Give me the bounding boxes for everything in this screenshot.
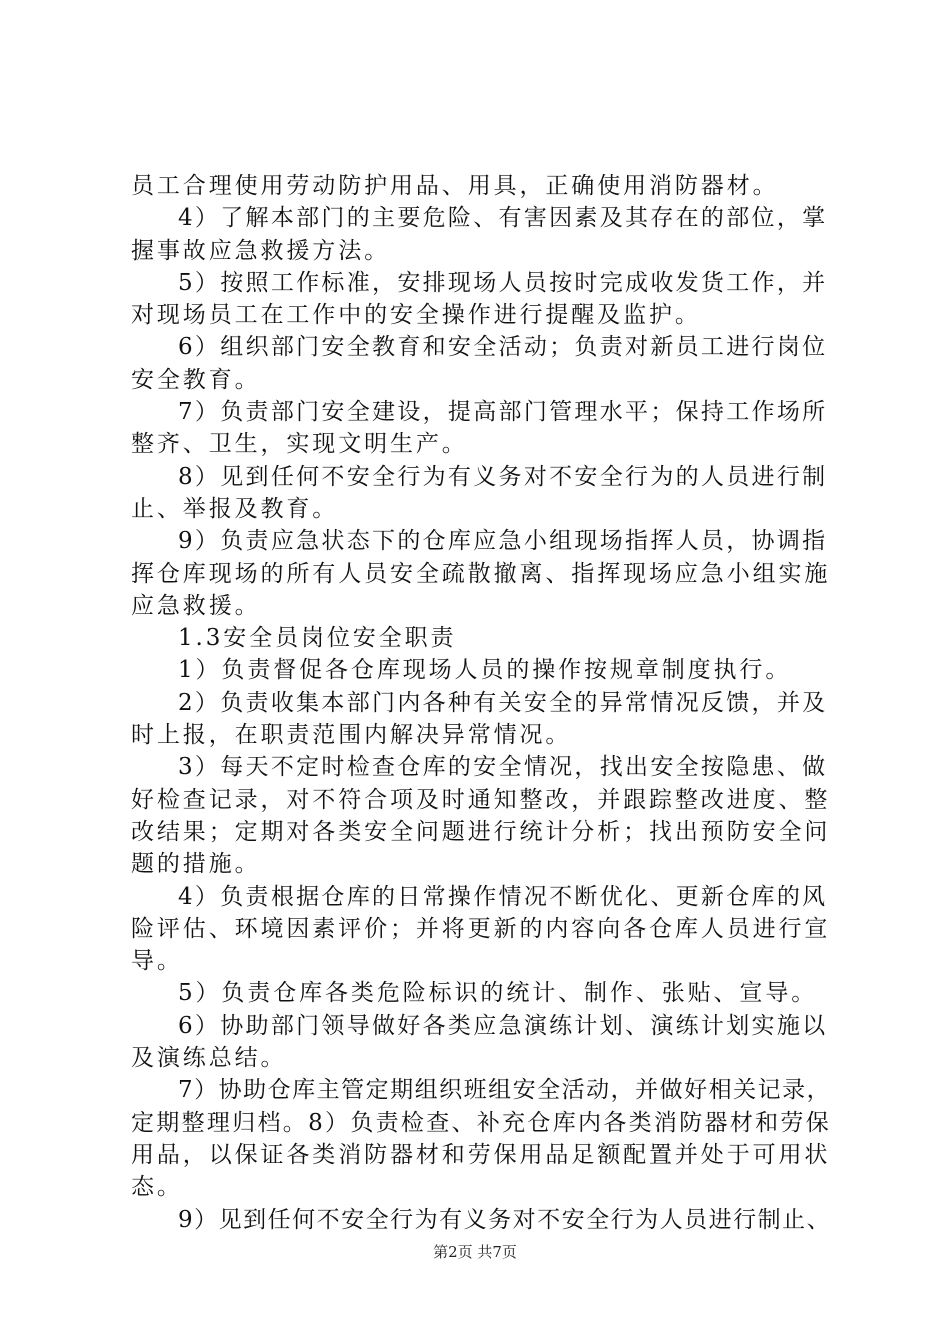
text-line: 导。 <box>131 948 183 975</box>
text-line: 挥仓库现场的所有人员安全疏散撤离、指挥现场应急小组实施 <box>131 560 831 587</box>
text-line: 2）负责收集本部门内各种有关安全的异常情况反馈，并及 <box>178 689 828 716</box>
text-line: 9）见到任何不安全行为有义务对不安全行为人员进行制止、 <box>178 1206 832 1233</box>
text-line: 9）负责应急状态下的仓库应急小组现场指挥人员，协调指 <box>178 528 828 555</box>
text-line: 安全教育。 <box>131 366 261 393</box>
text-line: 改结果；定期对各类安全问题进行统计分析；找出预防安全问 <box>131 818 831 845</box>
text-line: 6）组织部门安全教育和安全活动；负责对新员工进行岗位 <box>178 334 828 361</box>
text-line: 7）协助仓库主管定期组织班组安全活动，并做好相关记录， <box>178 1077 832 1104</box>
text-line: 及演练总结。 <box>131 1045 287 1072</box>
text-line: 6）协助部门领导做好各类应急演练计划、演练计划实施以 <box>178 1012 828 1039</box>
text-line: 好检查记录，对不符合项及时通知整改，并跟踪整改进度、整 <box>131 786 831 813</box>
text-line: 5）按照工作标准，安排现场人员按时完成收发货工作，并 <box>178 269 828 296</box>
text-line: 7）负责部门安全建设，提高部门管理水平；保持工作场所 <box>178 399 828 426</box>
text-line: 用品，以保证各类消防器材和劳保用品足额配置并处于可用状 <box>131 1141 831 1168</box>
text-line: 态。 <box>131 1174 183 1201</box>
text-line: 定期整理归档。8）负责检查、补充仓库内各类消防器材和劳保 <box>131 1109 832 1136</box>
text-line: 8）见到任何不安全行为有义务对不安全行为的人员进行制 <box>178 463 828 490</box>
document-body <box>131 170 831 1236</box>
text-line: 对现场员工在工作中的安全操作进行提醒及监护。 <box>131 302 701 329</box>
page-footer: 第2页 共7页 <box>433 1243 517 1261</box>
text-line: 3）每天不定时检查仓库的安全情况，找出安全按隐患、做 <box>178 754 828 781</box>
text-line: 整齐、卫生，实现文明生产。 <box>131 431 468 458</box>
text-line: 题的措施。 <box>131 851 261 878</box>
text-line: 4）负责根据仓库的日常操作情况不断优化、更新仓库的风 <box>178 883 828 910</box>
text-line: 时上报，在职责范围内解决异常情况。 <box>131 722 572 749</box>
text-line: 4）了解本部门的主要危险、有害因素及其存在的部位，掌 <box>178 205 828 232</box>
text-line: 止、举报及教育。 <box>131 495 339 522</box>
text-line: 1.3安全员岗位安全职责 <box>178 625 457 652</box>
text-line: 握事故应急救援方法。 <box>131 237 390 264</box>
text-line: 险评估、环境因素评价；并将更新的内容向各仓库人员进行宣 <box>131 915 831 942</box>
text-line: 5）负责仓库各类危险标识的统计、制作、张贴、宣导。 <box>178 980 818 1007</box>
text-line: 员工合理使用劳动防护用品、用具，正确使用消防器材。 <box>131 173 779 199</box>
text-line: 应急救援。 <box>131 592 261 619</box>
text-line: 1）负责督促各仓库现场人员的操作按规章制度执行。 <box>178 657 792 684</box>
